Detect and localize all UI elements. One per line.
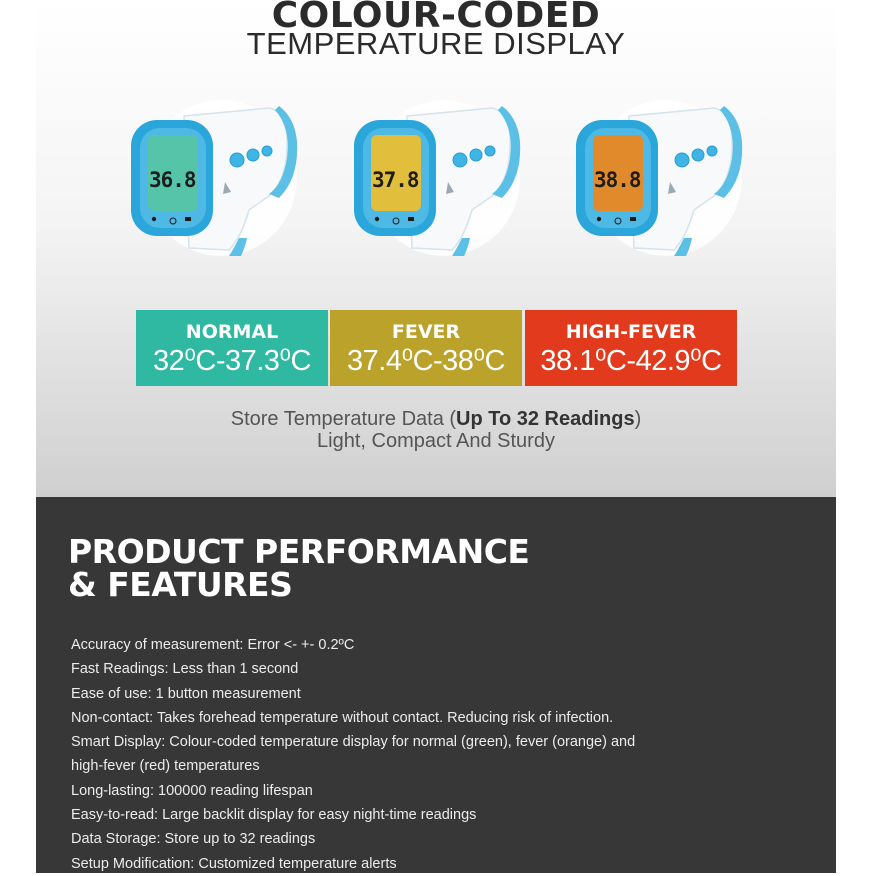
thermometer-icon	[129, 98, 299, 258]
storage-bold: Up To 32 Readings	[456, 408, 635, 430]
lcd-reading: 37.8	[372, 168, 419, 192]
range-values: 38.1⁰C-42.9⁰C	[540, 345, 722, 377]
subheadline: TEMPERATURE DISPLAY	[246, 26, 626, 61]
range-badge	[136, 310, 328, 386]
lcd-reading: 38.8	[594, 168, 641, 192]
range-badge	[330, 310, 522, 386]
hero-section	[36, 0, 836, 497]
range-values: 32⁰C-37.3⁰C	[153, 345, 311, 377]
feature-item: Non-contact: Takes forehead temperature without contact. Reducing risk of infection.	[71, 709, 614, 726]
feature-item: Data Storage: Store up to 32 readings	[71, 831, 316, 848]
feature-item: Long-lasting: 100000 reading lifespan	[71, 782, 313, 799]
feature-item: high-fever (red) temperatures	[71, 758, 260, 775]
feature-item: Fast Readings: Less than 1 second	[71, 661, 299, 678]
feature-item: Accuracy of measurement: Error <- +- 0.2ºC	[71, 637, 355, 653]
feature-item: Setup Modification: Customized temperature alerts	[71, 855, 397, 872]
range-badge	[525, 310, 737, 386]
feature-item: Ease of use: 1 button measurement	[71, 685, 301, 702]
features-section	[36, 497, 836, 873]
thermometer-icon	[352, 98, 522, 258]
features-title	[68, 532, 530, 604]
feature-item: Easy-to-read: Large backlit display for easy night-time readings	[71, 807, 477, 824]
lcd-reading: 36.8	[149, 168, 196, 192]
headline: COLOUR-CODED	[271, 0, 601, 36]
features-list	[71, 633, 711, 876]
range-values: 37.4⁰C-38⁰C	[347, 345, 505, 377]
features-title-line2: & FEATURES	[68, 565, 293, 604]
storage-line2: Light, Compact And Sturdy	[317, 430, 555, 452]
features-title-line1: PRODUCT PERFORMANCE	[68, 532, 530, 571]
range-name: NORMAL	[185, 321, 279, 343]
feature-item: Smart Display: Colour-coded temperature display for normal (green), fever (orange) and	[71, 734, 636, 751]
storage-suffix: )	[634, 408, 642, 430]
range-name: FEVER	[391, 321, 461, 343]
range-name: HIGH-FEVER	[565, 321, 697, 343]
thermometer-icon	[574, 98, 744, 258]
storage-note	[36, 408, 836, 452]
page	[36, 0, 836, 873]
storage-prefix: Store Temperature Data (	[230, 408, 457, 430]
